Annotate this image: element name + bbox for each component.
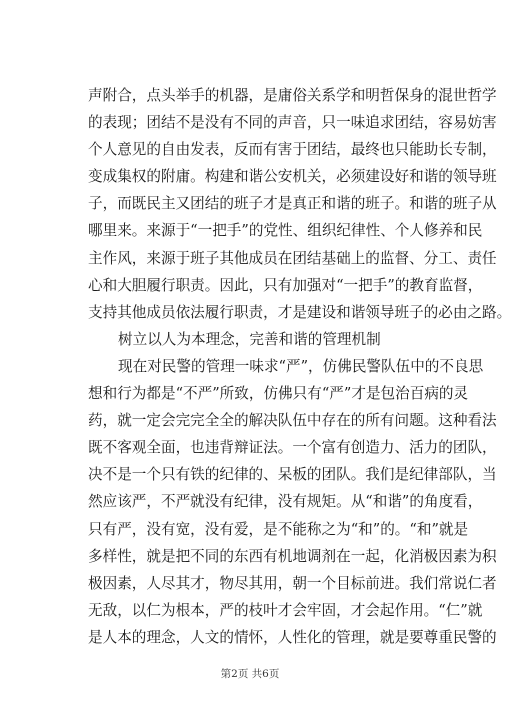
text-line: 心和大胆履行职责。因此，只有加强对“一把手”的教育监督， [88, 276, 483, 294]
text-line: 是人本的理念，人文的情怀，人性化的管理，就是要尊重民警的 [88, 628, 497, 646]
text-line: 无敌，以仁为根本，严的枝叶才会牢固，才会起作用。“仁”就 [88, 601, 483, 619]
text-line: 声附合，点头举手的机器，是庸俗关系学和明哲保身的混世哲学 [88, 87, 497, 104]
text-line: 决不是一个只有铁的纪律的、呆板的团队。我们是纪律部队，当 [88, 466, 497, 484]
text-line: 哪里来。来源于“一把手”的党性、组织纪律性、个人修养和民 [88, 222, 483, 240]
text-line: 子，而既民主又团结的班子才是真正和谐的班子。和谐的班子从 [88, 195, 497, 213]
text-line: 想和行为都是“不严”所致，仿佛只有“严”才是包治百病的灵 [88, 385, 469, 403]
page-number-footer: 第2页 共6页 [220, 668, 280, 680]
text-line: 只有严，没有宽，没有爱，是不能称之为“和”的。“和”就是 [88, 520, 469, 538]
text-line: 既不客观全面，也违背辩证法。一个富有创造力、活力的团队， [88, 439, 497, 457]
text-line: 个人意见的自由发表，反而有害于团结，最终也只能助长专制， [88, 141, 497, 159]
section-heading: 树立以人为本理念，完善和谐的管理机制 [118, 330, 381, 348]
text-line: 极因素，人尽其才，物尽其用，朝一个目标前进。我们常说仁者 [88, 574, 497, 592]
text-line: 主作风，来源于班子其他成员在团结基础上的监督、分工、责任 [88, 249, 497, 267]
text-line: 多样性，就是把不同的东西有机地调剂在一起，化消极因素为积 [88, 547, 497, 565]
text-line: 变成集权的附庸。构建和谐公安机关，必须建设好和谐的领导班 [88, 168, 497, 186]
text-line: 药，就一定会完完全全的解决队伍中存在的所有问题。这种看法 [88, 412, 497, 430]
text-line: 支持其他成员依法履行职责，才是建设和谐领导班子的必由之路。 [88, 303, 511, 321]
text-line: 然应该严，不严就没有纪律，没有规矩。从“和谐”的角度看， [88, 493, 483, 511]
document-body [88, 82, 511, 651]
text-line: 的表现；团结不是没有不同的声音，只一味追求团结，容易妨害 [88, 114, 497, 132]
text-line: 现在对民警的管理一味求“严”，仿佛民警队伍中的不良思 [118, 357, 484, 375]
